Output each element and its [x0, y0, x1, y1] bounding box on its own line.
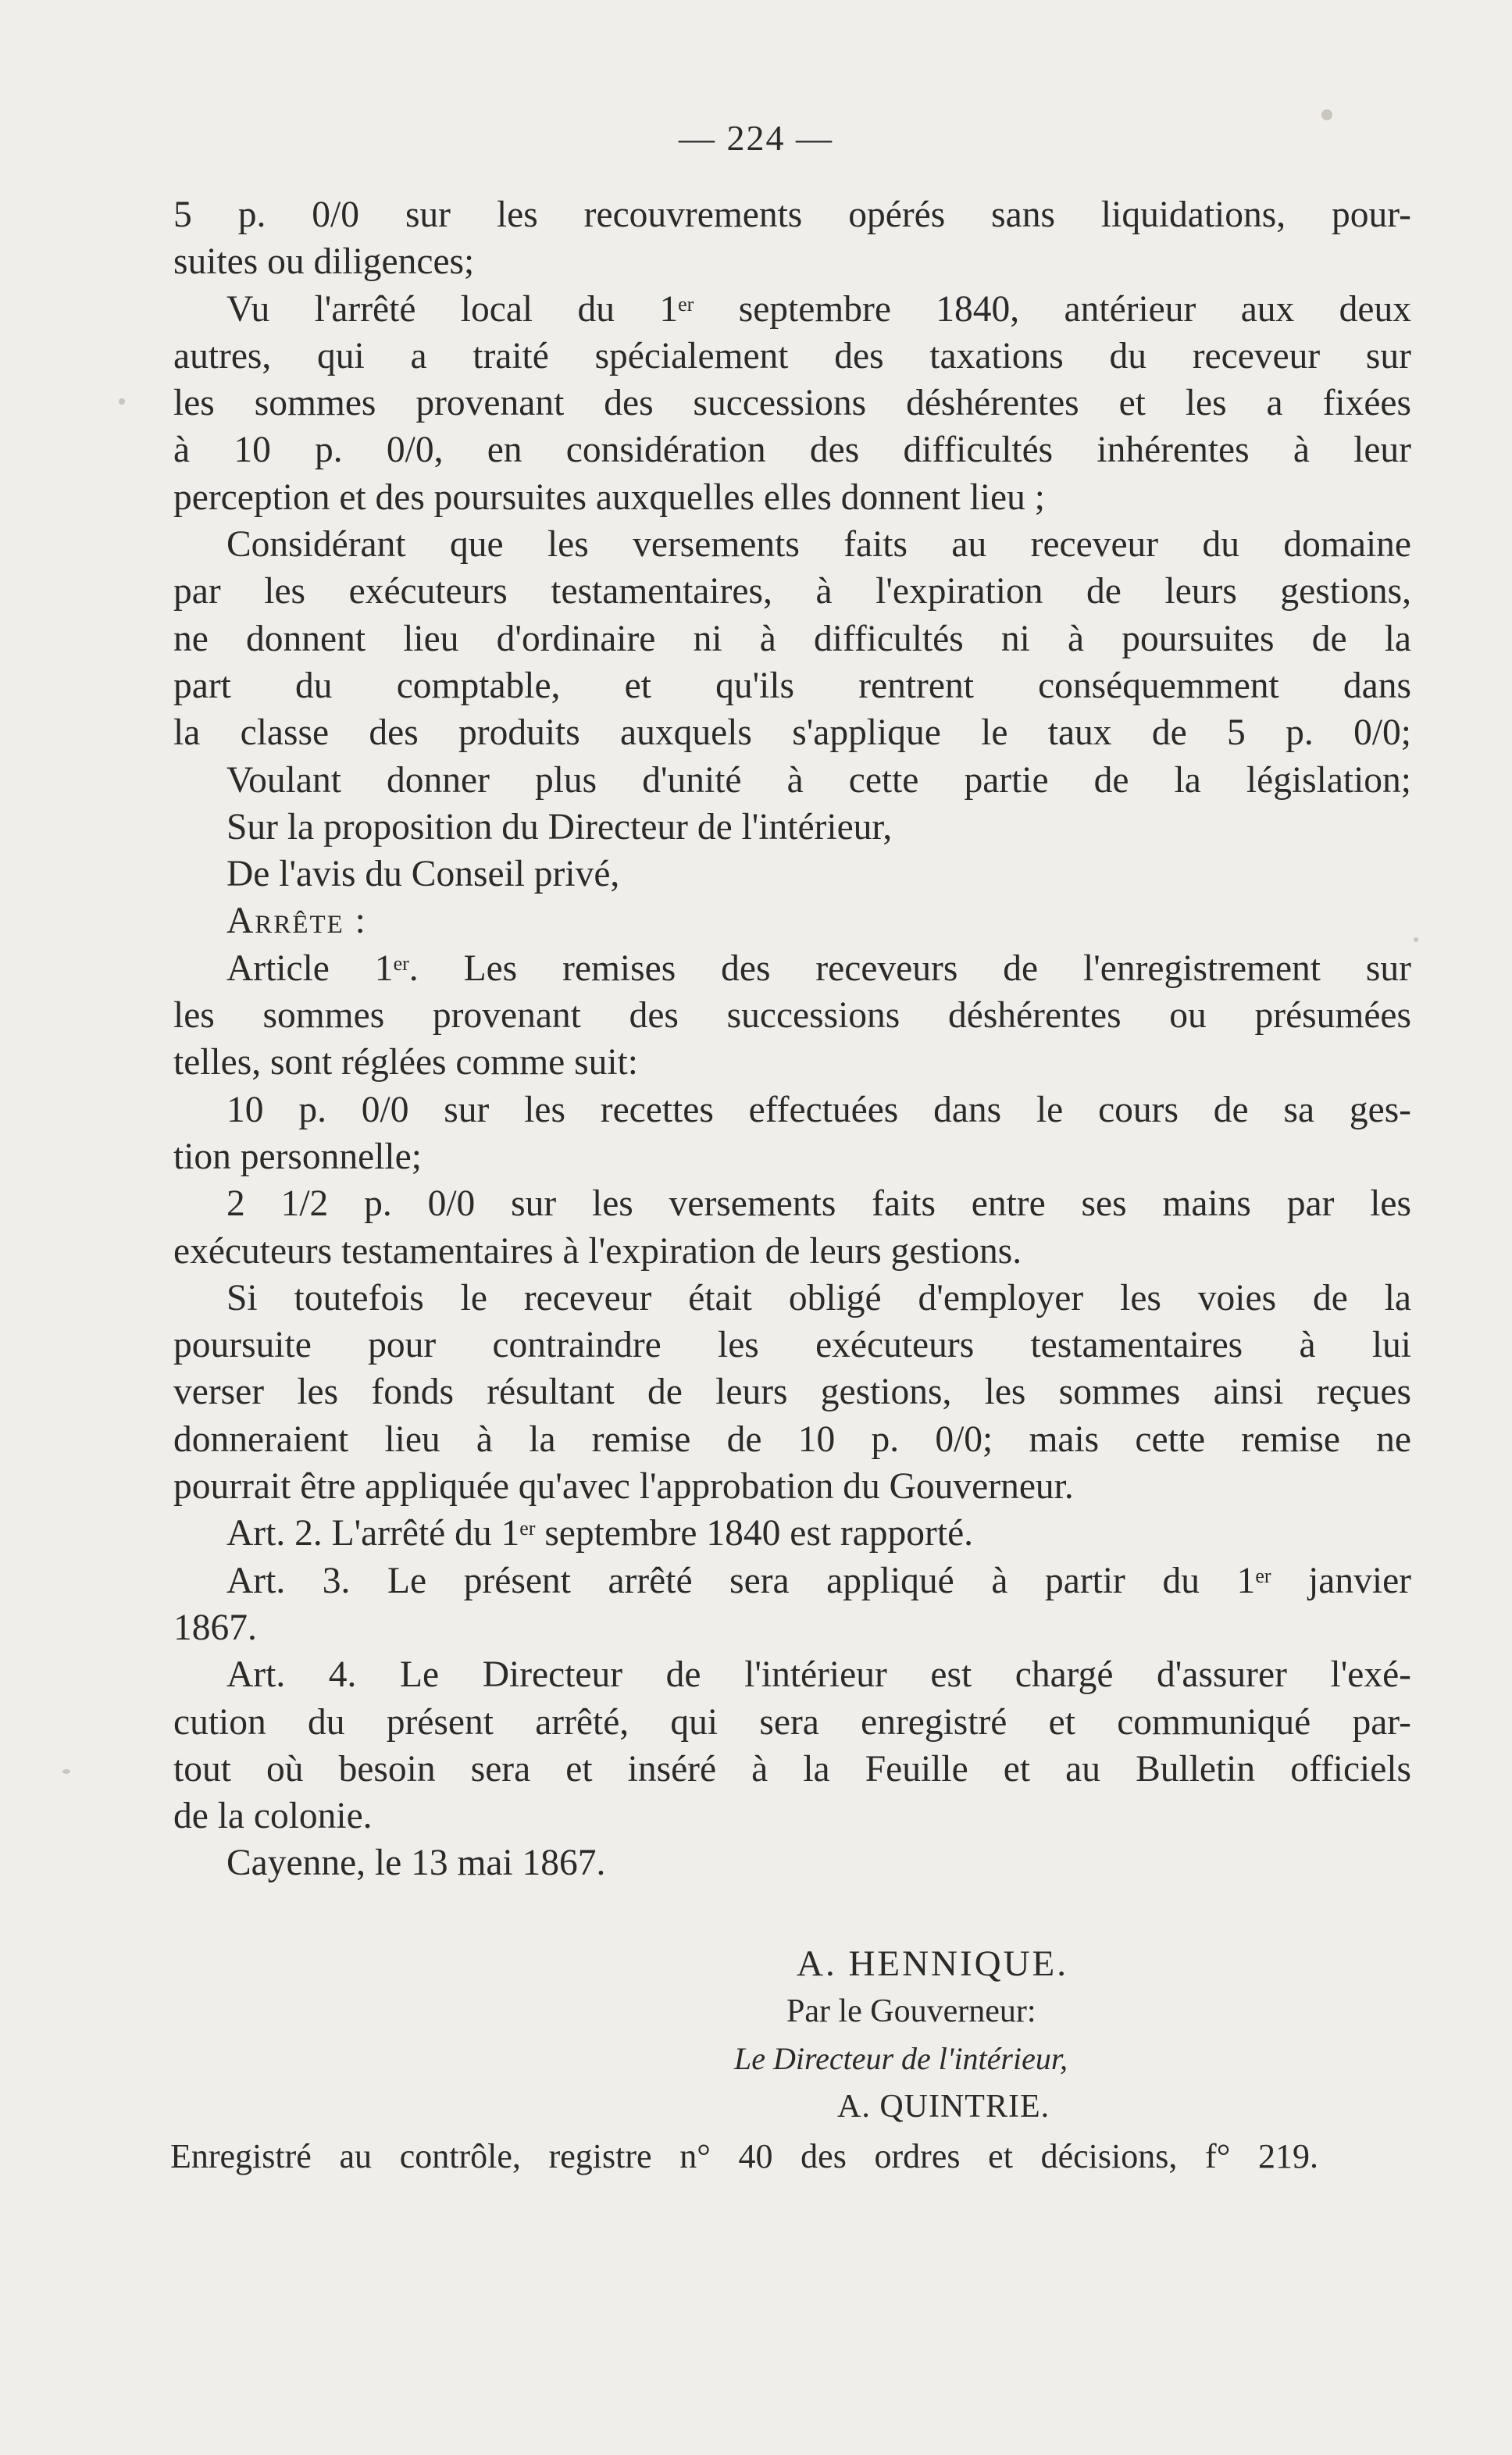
text-line-content: Considérant que les versements faits au receveur du domaine: [226, 524, 1411, 566]
text-line: [173, 1228, 1411, 1275]
text-line-content: Voulant donner plus d'unité à cette partie de la législation;: [226, 759, 1411, 801]
text-line: [173, 1699, 1411, 1746]
text-line: [173, 757, 1411, 804]
superscript: er: [678, 292, 694, 316]
text-line: [173, 851, 1411, 897]
text-line-content: les sommes provenant des successions déshérentes et les a fixées: [173, 383, 1411, 424]
text-line: [173, 1463, 1411, 1510]
text-line: [173, 1180, 1411, 1227]
superscript: er: [1255, 1564, 1271, 1587]
text-line-content: suites ou diligences;: [173, 241, 475, 283]
text-line-content: Article 1: [226, 947, 394, 989]
text-line: [173, 1368, 1411, 1415]
text-line: [173, 804, 1411, 851]
text-line: [173, 1087, 1411, 1133]
text-line-content: exécuteurs testamentaires à l'expiration de leurs gestions.: [173, 1230, 1022, 1272]
text-line-content: tion personnelle;: [173, 1136, 422, 1177]
text-line-continuation: septembre 1840, antérieur aux deux: [694, 288, 1411, 330]
director-title: Le Directeur de l'intérieur,: [734, 2041, 1068, 2076]
text-line: [173, 426, 1411, 473]
text-line-content: ne donnent lieu d'ordinaire ni à difficultés ni à poursuites de la: [173, 618, 1411, 659]
text-line: [173, 1558, 1411, 1604]
text-line-content: de la colonie.: [173, 1796, 373, 1837]
text-line: [173, 1839, 1411, 1886]
text-line: [173, 191, 1411, 238]
text-line: [173, 333, 1411, 380]
text-line: [173, 1651, 1411, 1698]
text-line-continuation: septembre 1840 est rapporté.: [535, 1513, 974, 1554]
text-line-continuation: . Les remises des receveurs de l'enregistrement sur: [408, 947, 1411, 989]
page-number: — 224 —: [679, 118, 833, 158]
text-line: [173, 1275, 1411, 1322]
text-line-content: à 10 p. 0/0, en considération des difficultés inhérentes à leur: [173, 430, 1411, 471]
paper-speck: [119, 398, 125, 405]
paper-speck: [1321, 109, 1332, 120]
text-line: [173, 568, 1411, 615]
text-line: [173, 1793, 1411, 1839]
text-line-continuation: janvier: [1271, 1560, 1411, 1601]
text-line-content: par les exécuteurs testamentaires, à l'expiration de leurs gestions,: [173, 571, 1411, 612]
text-line-content: Si toutefois le receveur était obligé d'employer les voies de la: [226, 1277, 1411, 1318]
text-line-content: Art. 3. Le présent arrêté sera appliqué à partir du 1: [226, 1560, 1256, 1601]
text-line: [173, 521, 1411, 568]
director-name: A. QUINTRIE.: [837, 2089, 1050, 2125]
text-line: [173, 286, 1411, 333]
paper-speck: [62, 1769, 70, 1774]
text-line: [173, 897, 1411, 944]
registration-footer: Enregistré au contrôle, registre n° 40 des ordres et décisions, f° 219.: [170, 2137, 1318, 2175]
text-line-content: autres, qui a traité spécialement des taxations du receveur sur: [173, 335, 1411, 376]
text-line-content: 10 p. 0/0 sur les recettes effectuées dans le cours de sa ges-: [226, 1089, 1411, 1130]
text-line: [173, 474, 1411, 521]
text-line: [173, 709, 1411, 756]
text-line: [173, 238, 1411, 285]
text-line-content: part du comptable, et qu'ils rentrent conséquemment dans: [173, 665, 1411, 706]
signature-by-line: Par le Gouverneur:: [786, 1993, 1036, 2029]
text-line-content: la classe des produits auxquels s'applique le taux de 5 p. 0/0;: [173, 712, 1411, 754]
paper-speck: [1414, 937, 1418, 942]
decree-body-text: [173, 191, 1411, 1887]
text-line: [173, 1604, 1411, 1651]
text-line: [173, 662, 1411, 709]
text-line-content: perception et des poursuites auxquelles elles donnent lieu ;: [173, 476, 1045, 518]
text-line-content: verser les fonds résultant de leurs gestions, les sommes ainsi reçues: [173, 1372, 1411, 1413]
text-line-content: les sommes provenant des successions déshérentes ou présumées: [173, 995, 1411, 1037]
text-line-content: Cayenne, le 13 mai 1867.: [226, 1843, 606, 1884]
text-line-content: pourrait être appliquée qu'avec l'approbation du Gouverneur.: [173, 1466, 1074, 1508]
text-line-content: telles, sont réglées comme suit:: [173, 1042, 638, 1083]
text-line-content: donneraient lieu à la remise de 10 p. 0/0; mais cette remise ne: [173, 1418, 1411, 1460]
superscript: er: [519, 1517, 536, 1540]
text-line: [173, 1416, 1411, 1463]
text-line-content: De l'avis du Conseil privé,: [226, 854, 620, 895]
text-line: [173, 1039, 1411, 1086]
text-line-content: Vu l'arrêté local du 1: [226, 288, 679, 330]
text-line: [173, 1322, 1411, 1368]
text-line-content: cution du présent arrêté, qui sera enregistré et communiqué par-: [173, 1701, 1411, 1743]
text-line: [173, 1133, 1411, 1180]
text-line-content: Art. 4. Le Directeur de l'intérieur est chargé d'assurer l'exé-: [226, 1654, 1411, 1696]
text-line: [173, 1746, 1411, 1793]
text-line-content: 1867.: [173, 1607, 257, 1648]
text-line-content: poursuite pour contraindre les exécuteurs testamentaires à lui: [173, 1325, 1411, 1366]
text-line: [173, 992, 1411, 1039]
text-line-content: 5 p. 0/0 sur les recouvrements opérés sans liquidations, pour-: [173, 194, 1411, 235]
text-line-content: 2 1/2 p. 0/0 sur les versements faits entre ses mains par les: [226, 1183, 1411, 1225]
text-line-content: tout où besoin sera et inséré à la Feuille et au Bulletin officiels: [173, 1748, 1411, 1790]
text-line: [173, 945, 1411, 992]
text-line: [173, 1510, 1411, 1557]
text-line-content: Arrête :: [226, 901, 367, 942]
text-line: [173, 616, 1411, 662]
signature-name: A. HENNIQUE.: [797, 1943, 1068, 1984]
text-line: [173, 380, 1411, 426]
text-line-content: Art. 2. L'arrêté du 1: [226, 1513, 520, 1554]
text-line-content: Sur la proposition du Directeur de l'intérieur,: [226, 806, 893, 847]
superscript: er: [393, 951, 409, 975]
